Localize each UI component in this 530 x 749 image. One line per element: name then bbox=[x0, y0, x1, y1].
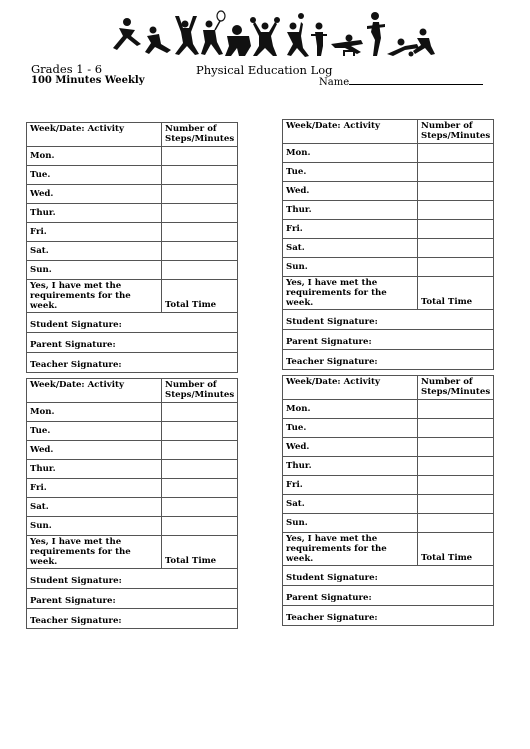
day-label[interactable]: Sun. bbox=[27, 517, 162, 536]
parent-signature-field[interactable]: Parent Signature: bbox=[27, 589, 238, 609]
day-row bbox=[27, 223, 238, 242]
day-label[interactable]: Wed. bbox=[27, 185, 162, 204]
requirement-statement: Yes, I have met the requirements for the week. bbox=[283, 533, 418, 566]
steps-minutes-cell[interactable] bbox=[162, 223, 238, 242]
day-row bbox=[283, 419, 494, 438]
signature-row bbox=[283, 566, 494, 586]
steps-minutes-cell[interactable] bbox=[162, 441, 238, 460]
steps-minutes-cell[interactable] bbox=[418, 400, 494, 419]
signature-row bbox=[27, 313, 238, 333]
student-signature-field[interactable]: Student Signature: bbox=[27, 569, 238, 589]
runner-silhouette-icon bbox=[113, 18, 141, 50]
weekly-log-table-4 bbox=[282, 375, 494, 626]
steps-minutes-cell[interactable] bbox=[418, 495, 494, 514]
steps-minutes-cell[interactable] bbox=[162, 185, 238, 204]
goalie-silhouette-icon bbox=[367, 12, 385, 56]
requirement-statement: Yes, I have met the requirements for the week. bbox=[27, 280, 162, 313]
activity-column-header: Week/Date: Activity bbox=[27, 379, 162, 403]
steps-minutes-cell[interactable] bbox=[418, 514, 494, 533]
day-label[interactable]: Sat. bbox=[27, 498, 162, 517]
steps-minutes-cell[interactable] bbox=[162, 460, 238, 479]
day-label[interactable]: Sat. bbox=[27, 242, 162, 261]
day-row bbox=[283, 514, 494, 533]
sliding-player-silhouette-icon bbox=[387, 39, 419, 57]
day-label[interactable]: Sun. bbox=[27, 261, 162, 280]
basketball-player-silhouette-icon bbox=[287, 13, 309, 57]
day-row bbox=[27, 261, 238, 280]
steps-minutes-cell[interactable] bbox=[418, 220, 494, 239]
day-label[interactable]: Thur. bbox=[283, 457, 418, 476]
total-time-label: Total Time bbox=[418, 533, 494, 566]
day-row bbox=[283, 144, 494, 163]
day-label[interactable]: Tue. bbox=[27, 422, 162, 441]
steps-minutes-cell[interactable] bbox=[418, 163, 494, 182]
sports-silhouettes-banner bbox=[105, 10, 435, 60]
day-row bbox=[27, 479, 238, 498]
day-row bbox=[27, 517, 238, 536]
day-label[interactable]: Sun. bbox=[283, 258, 418, 277]
tennis-player-silhouette-icon bbox=[201, 11, 225, 55]
steps-minutes-cell[interactable] bbox=[162, 166, 238, 185]
day-label[interactable]: Thur. bbox=[283, 201, 418, 220]
day-label[interactable]: Tue. bbox=[27, 166, 162, 185]
signature-row bbox=[27, 569, 238, 589]
day-row bbox=[283, 495, 494, 514]
requirement-statement: Yes, I have met the requirements for the week. bbox=[27, 536, 162, 569]
signature-row bbox=[283, 310, 494, 330]
parent-signature-field[interactable]: Parent Signature: bbox=[283, 330, 494, 350]
day-row bbox=[283, 258, 494, 277]
day-label[interactable]: Mon. bbox=[283, 400, 418, 419]
steps-minutes-cell[interactable] bbox=[418, 201, 494, 220]
steps-minutes-cell[interactable] bbox=[418, 182, 494, 201]
activity-column-header: Week/Date: Activity bbox=[283, 120, 418, 144]
day-label[interactable]: Wed. bbox=[283, 438, 418, 457]
signature-row bbox=[27, 353, 238, 373]
activity-column-header: Week/Date: Activity bbox=[27, 123, 162, 147]
day-label[interactable]: Fri. bbox=[27, 223, 162, 242]
jumper-silhouette-icon bbox=[175, 16, 199, 55]
hurdler-silhouette-icon bbox=[331, 35, 363, 57]
total-time-label: Total Time bbox=[418, 277, 494, 310]
day-row bbox=[27, 147, 238, 166]
student-signature-field[interactable]: Student Signature: bbox=[283, 566, 494, 586]
day-label[interactable]: Mon. bbox=[283, 144, 418, 163]
signature-row bbox=[27, 609, 238, 629]
teacher-signature-field[interactable]: Teacher Signature: bbox=[27, 353, 238, 373]
steps-minutes-cell[interactable] bbox=[418, 457, 494, 476]
day-label[interactable]: Sat. bbox=[283, 495, 418, 514]
steps-column-header: Number of Steps/Minutes bbox=[418, 120, 494, 144]
day-row bbox=[27, 185, 238, 204]
steps-column-header: Number of Steps/Minutes bbox=[162, 379, 238, 403]
day-label[interactable]: Sun. bbox=[283, 514, 418, 533]
day-row bbox=[27, 166, 238, 185]
steps-minutes-cell[interactable] bbox=[418, 476, 494, 495]
steps-column-header: Number of Steps/Minutes bbox=[162, 123, 238, 147]
soccer-player-silhouette-icon bbox=[409, 29, 436, 57]
day-label[interactable]: Mon. bbox=[27, 403, 162, 422]
football-player-silhouette-icon bbox=[225, 25, 251, 56]
grades-label: Grades 1 - 6 bbox=[31, 62, 103, 76]
day-label[interactable]: Wed. bbox=[27, 441, 162, 460]
signature-row bbox=[283, 330, 494, 350]
signature-row bbox=[283, 606, 494, 626]
signature-row bbox=[27, 589, 238, 609]
day-label[interactable]: Tue. bbox=[283, 163, 418, 182]
steps-minutes-cell[interactable] bbox=[162, 517, 238, 536]
steps-minutes-cell[interactable] bbox=[162, 204, 238, 223]
steps-minutes-cell[interactable] bbox=[162, 422, 238, 441]
day-label[interactable]: Wed. bbox=[283, 182, 418, 201]
steps-minutes-cell[interactable] bbox=[162, 403, 238, 422]
day-label[interactable]: Thur. bbox=[27, 204, 162, 223]
page-title: Physical Education Log bbox=[196, 63, 333, 77]
steps-minutes-cell[interactable] bbox=[418, 438, 494, 457]
steps-minutes-cell[interactable] bbox=[162, 498, 238, 517]
weekly-log-table-3 bbox=[26, 378, 238, 629]
day-label[interactable]: Tue. bbox=[283, 419, 418, 438]
weekly-minutes-label: 100 Minutes Weekly bbox=[31, 75, 145, 86]
day-row bbox=[27, 242, 238, 261]
parent-signature-field[interactable]: Parent Signature: bbox=[283, 586, 494, 606]
steps-minutes-cell[interactable] bbox=[162, 147, 238, 166]
student-signature-field[interactable]: Student Signature: bbox=[283, 310, 494, 330]
day-row bbox=[27, 460, 238, 479]
day-label[interactable]: Thur. bbox=[27, 460, 162, 479]
day-row bbox=[283, 476, 494, 495]
requirement-statement: Yes, I have met the requirements for the week. bbox=[283, 277, 418, 310]
day-row bbox=[283, 182, 494, 201]
weekly-log-table-1 bbox=[26, 122, 238, 373]
weekly-log-table-2 bbox=[282, 119, 494, 370]
day-row bbox=[27, 498, 238, 517]
name-field[interactable] bbox=[319, 75, 483, 88]
day-label[interactable]: Fri. bbox=[283, 220, 418, 239]
kicker-silhouette-icon bbox=[145, 27, 171, 55]
total-time-label: Total Time bbox=[162, 536, 238, 569]
steps-minutes-cell[interactable] bbox=[418, 239, 494, 258]
cheerleader-silhouette-icon bbox=[250, 17, 280, 56]
steps-minutes-cell[interactable] bbox=[418, 258, 494, 277]
day-row bbox=[27, 441, 238, 460]
day-row bbox=[27, 204, 238, 223]
teacher-signature-field[interactable]: Teacher Signature: bbox=[27, 609, 238, 629]
signature-row bbox=[283, 350, 494, 370]
steps-minutes-cell[interactable] bbox=[418, 144, 494, 163]
day-label[interactable]: Fri. bbox=[27, 479, 162, 498]
day-row bbox=[283, 163, 494, 182]
day-label[interactable]: Mon. bbox=[27, 147, 162, 166]
day-row bbox=[283, 400, 494, 419]
total-time-label: Total Time bbox=[162, 280, 238, 313]
name-line[interactable] bbox=[349, 75, 483, 85]
day-row bbox=[27, 403, 238, 422]
teacher-signature-field[interactable]: Teacher Signature: bbox=[283, 350, 494, 370]
day-row bbox=[27, 422, 238, 441]
day-row bbox=[283, 201, 494, 220]
teacher-signature-field[interactable]: Teacher Signature: bbox=[283, 606, 494, 626]
steps-minutes-cell[interactable] bbox=[162, 261, 238, 280]
steps-minutes-cell[interactable] bbox=[162, 479, 238, 498]
steps-column-header: Number of Steps/Minutes bbox=[418, 376, 494, 400]
day-row bbox=[283, 438, 494, 457]
day-row bbox=[283, 457, 494, 476]
day-label[interactable]: Sat. bbox=[283, 239, 418, 258]
steps-minutes-cell[interactable] bbox=[418, 419, 494, 438]
activity-column-header: Week/Date: Activity bbox=[283, 376, 418, 400]
steps-minutes-cell[interactable] bbox=[162, 242, 238, 261]
day-row bbox=[283, 239, 494, 258]
student-signature-field[interactable]: Student Signature: bbox=[27, 313, 238, 333]
day-label[interactable]: Fri. bbox=[283, 476, 418, 495]
athlete-silhouette-icon bbox=[311, 23, 327, 57]
signature-row bbox=[283, 586, 494, 606]
parent-signature-field[interactable]: Parent Signature: bbox=[27, 333, 238, 353]
day-row bbox=[283, 220, 494, 239]
name-label: Name bbox=[319, 77, 350, 88]
signature-row bbox=[27, 333, 238, 353]
